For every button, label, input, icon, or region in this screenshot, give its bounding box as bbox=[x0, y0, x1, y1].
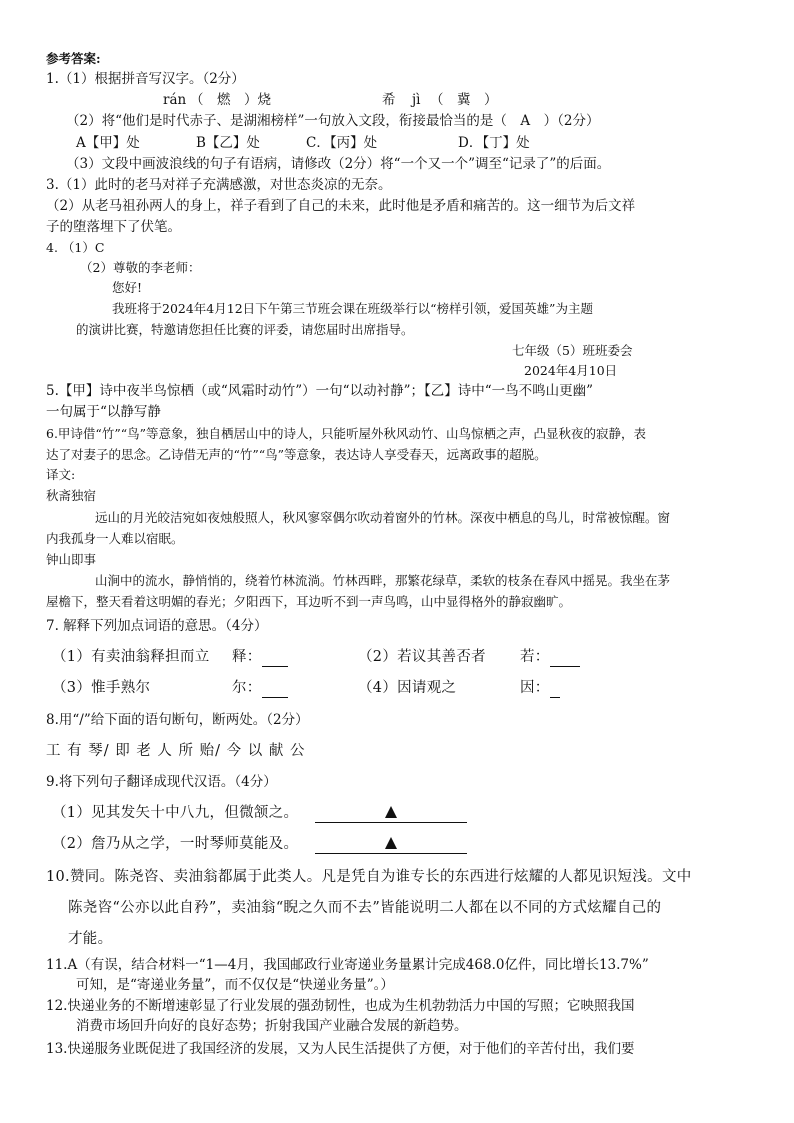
q1-pinyin1: rán bbox=[163, 92, 187, 108]
q6-poem1-text2: 内我孤身一人难以宿眠。 bbox=[46, 531, 184, 546]
q3-line3: 子的堕落埋下了伏笔。 bbox=[46, 219, 181, 235]
q9-item2: （2）詹乃从之学，一时琴师莫能及。 bbox=[52, 836, 299, 852]
q4-letter-date: 2024年4月10日 bbox=[524, 363, 618, 378]
q6-line1: 6.甲诗借“竹”“鸟”等意象，独自栖居山中的诗人，只能听屋外秋风动竹、山鸟惊栖之声，凸显秋夜的寂静，表 bbox=[46, 426, 646, 441]
q1-char1: （ 燃 ）烧 bbox=[190, 92, 271, 108]
q1-pinyin2: jì bbox=[412, 92, 421, 108]
q1-option-d: D．【丁】处 bbox=[458, 135, 530, 151]
q13-line1: 13.快递服务业既促进了我国经济的发展，又为人民生活提供了方便，对于他们的辛苦付出，我们要 bbox=[46, 1041, 635, 1057]
q10-line2: 陈尧咨“公亦以此自矜”，卖油翁“睨之久而不去”皆能说明二人都在以不同的方式炫耀自己的 bbox=[68, 900, 662, 916]
q7-key3: 尔： bbox=[232, 679, 288, 698]
q6-poem2-title: 钟山即事 bbox=[46, 552, 97, 567]
q9-answer-line1[interactable] bbox=[315, 804, 467, 823]
q1-line1: 1.（1）根据拼音写汉字。（2分） bbox=[46, 71, 245, 87]
q4-line1: 4. （1）C bbox=[46, 240, 105, 255]
page-heading: 参考答案: bbox=[46, 51, 101, 66]
q1-word2: 希 bbox=[382, 92, 396, 108]
q12-line2: 消费市场回升向好的良好态势；折射我国产业融合发展的新趋势。 bbox=[76, 1018, 468, 1034]
q7-item3: （3）惟手熟尔 bbox=[52, 680, 151, 696]
q7-key1: 释： bbox=[232, 648, 288, 667]
q9-item1: （1）见其发矢十中八九，但微颔之。 bbox=[52, 805, 299, 821]
q5-line2: 一句属于“以静写静 bbox=[46, 404, 161, 420]
q6-line2: 达了对妻子的思念。乙诗借无声的“竹”“鸟”等意象，表达诗人享受春天，远离政事的超脱。 bbox=[46, 447, 547, 462]
q6-poem1-text1: 远山的月光皎洁宛如夜烛般照人，秋风寥窣偶尔吹动着窗外的竹林。深夜中栖息的鸟儿，时常被惊醒。窗 bbox=[95, 510, 671, 525]
q7-answer-blank3[interactable] bbox=[262, 679, 288, 698]
q8-title: 8.用“/”给下面的语句断句，断两处。（2分） bbox=[46, 712, 309, 728]
q7-title: 7. 解释下列加点词语的意思。（4分） bbox=[46, 618, 268, 634]
q9-answer-line2[interactable] bbox=[315, 835, 467, 854]
q11-line1: 11.A（有误，结合材料一“1—4月，我国邮政行业寄递业务量累计完成468.0亿件，同比增长13.7%” bbox=[46, 957, 649, 973]
q6-translation-label: 译文: bbox=[46, 467, 76, 482]
q4-letter-body2: 的演讲比赛，特邀请您担任比赛的评委，请您届时出席指导。 bbox=[76, 322, 414, 337]
q7-answer-blank4[interactable] bbox=[550, 679, 560, 698]
q1-option-b: B【乙】处 bbox=[196, 135, 260, 151]
q7-item2: （2）若议其善否者 bbox=[358, 649, 486, 665]
q9-title: 9.将下列句子翻译成现代汉语。（4分） bbox=[46, 774, 277, 790]
triangle-marker-icon bbox=[385, 837, 397, 849]
q11-line2: 可知，是“寄递业务量”，而不仅仅是“快递业务量”。） bbox=[76, 977, 394, 993]
q7-item4: （4）因请观之 bbox=[358, 680, 457, 696]
q1-option-c: C．【丙】处 bbox=[306, 135, 378, 151]
q7-key2: 若： bbox=[520, 648, 580, 667]
q1-line2: （2）将“他们是时代赤子、是湖湘榜样”一句放入文段，衔接最恰当的是（ A ）（2分） bbox=[66, 113, 600, 129]
q10-line1: 10.赞同。陈尧咨、卖油翁都属于此类人。凡是凭自为谁专长的东西进行炫耀的人都见识短浅。文中 bbox=[46, 869, 692, 885]
q1-option-a: A【甲】处 bbox=[76, 135, 140, 151]
q3-line1: 3.（1）此时的老马对祥子充满感激，对世态炎凉的无奈。 bbox=[46, 177, 392, 193]
q7-key4: 因： bbox=[520, 679, 560, 698]
q8-answer: 工 有 琴/ 即 老 人 所 贻/ 今 以 献 公 bbox=[46, 743, 306, 759]
q10-line3: 才能。 bbox=[68, 931, 113, 947]
q6-poem2-text1: 山涧中的流水，静悄悄的，绕着竹林流淌。竹林西畔，那繁花绿草，柔软的枝条在春风中摇晃。我坐在茅 bbox=[95, 573, 671, 588]
q4-letter-body1: 我班将于2024年4月12日下午第三节班会课在班级举行以“榜样引领，爱国英雄”为主题 bbox=[112, 301, 593, 316]
q7-item1: （1）有卖油翁释担而立 bbox=[52, 649, 210, 665]
q1-char2: （ 冀 ） bbox=[430, 92, 498, 108]
q6-poem2-text2: 屋檐下，整天看着这明媚的春光；夕阳西下，耳边听不到一声鸟鸣，山中显得格外的静寂幽旷。 bbox=[46, 594, 572, 609]
q7-answer-blank1[interactable] bbox=[262, 648, 288, 667]
q5-line1: 5.【甲】诗中夜半鸟惊栖（或“风霜时动竹”）一句“以动衬静”；【乙】诗中“一鸟不鸣山更幽” bbox=[46, 383, 594, 399]
q12-line1: 12.快递业务的不断增速彰显了行业发展的强劲韧性，也成为生机勃勃活力中国的写照；它映照我国 bbox=[46, 998, 635, 1014]
q4-letter-greeting: （2）尊敬的李老师： bbox=[80, 260, 201, 275]
q4-letter-hello: 您好! bbox=[112, 280, 143, 295]
triangle-marker-icon bbox=[385, 806, 397, 818]
q1-line3: （3）文段中画波浪线的句子有语病，请修改（2分）将“一个又一个”调至“记录了”的后面。 bbox=[66, 156, 611, 172]
q3-line2: （2）从老马祖孙两人的身上，祥子看到了自己的未来，此时他是矛盾和痛苦的。这一细节为后文祥 bbox=[46, 198, 636, 214]
q7-answer-blank2[interactable] bbox=[550, 648, 580, 667]
q4-letter-signature: 七年级（5）班班委会 bbox=[512, 343, 633, 358]
q6-poem1-title: 秋斋独宿 bbox=[46, 488, 97, 503]
